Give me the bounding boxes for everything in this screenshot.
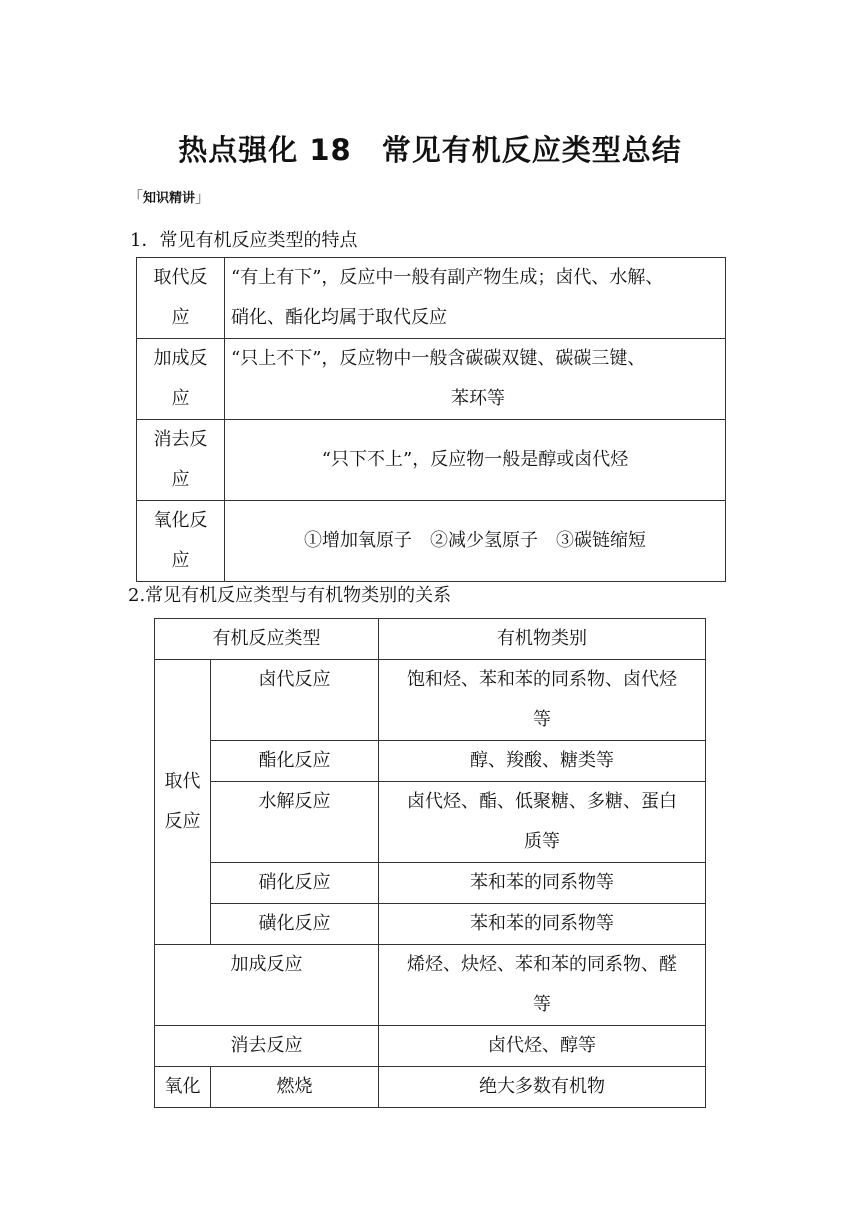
- reaction-type-cell: 卤代反应: [211, 660, 379, 741]
- table-row: [155, 863, 706, 904]
- compound-class-cell: 苯和苯的同系物等: [379, 863, 706, 904]
- page-title: 热点强化 18 常见有机反应类型总结: [178, 133, 682, 167]
- reaction-type-cell: 酯化反应: [211, 741, 379, 782]
- substitution-group-cell: 取代 反应: [155, 660, 211, 945]
- table-row: [137, 501, 726, 582]
- table-row: [155, 741, 706, 782]
- reaction-type-cell: 硝化反应: [211, 863, 379, 904]
- table-row: [155, 660, 706, 741]
- compound-class-cell: 卤代烃、醇等: [379, 1026, 706, 1067]
- table-header-row: [155, 619, 706, 660]
- table-row: [137, 258, 726, 339]
- table-row: [155, 1067, 706, 1108]
- feature-cell: ①增加氧原子 ②减少氢原子 ③碳链缩短: [225, 501, 726, 582]
- table-row: [155, 782, 706, 863]
- reaction-type-cell: 加成反应: [155, 945, 379, 1026]
- tag-label: 知识精讲: [143, 191, 196, 206]
- compound-class-cell: 卤代烃、酯、低聚糖、多糖、蛋白 质等: [379, 782, 706, 863]
- header-reaction-type: 有机反应类型: [155, 619, 379, 660]
- compound-class-cell: 饱和烃、苯和苯的同系物、卤代烃 等: [379, 660, 706, 741]
- table-row: [137, 420, 726, 501]
- compound-class-cell: 烯烃、炔烃、苯和苯的同系物、醛 等: [379, 945, 706, 1026]
- table-row: [155, 1026, 706, 1067]
- reaction-type-cell: 取代反 应: [137, 258, 225, 339]
- table-row: [155, 904, 706, 945]
- reaction-features-table: [136, 257, 726, 582]
- header-compound-class: 有机物类别: [379, 619, 706, 660]
- reaction-type-cell: 水解反应: [211, 782, 379, 863]
- compound-class-cell: 醇、羧酸、糖类等: [379, 741, 706, 782]
- tag-close-bracket: 」: [195, 188, 211, 206]
- tag-open-bracket: 「: [128, 188, 144, 206]
- reaction-type-cell: 磺化反应: [211, 904, 379, 945]
- section1-heading: 1．常见有机反应类型的特点: [130, 230, 358, 251]
- reaction-type-cell: 燃烧: [211, 1067, 379, 1108]
- reaction-type-cell: 氧化反 应: [137, 501, 225, 582]
- compound-class-cell: 苯和苯的同系物等: [379, 904, 706, 945]
- feature-cell: “只上不下”，反应物中一般含碳碳双键、碳碳三键、 苯环等: [225, 339, 726, 420]
- section2-heading: 2.常见有机反应类型与有机物类别的关系: [128, 585, 452, 606]
- reaction-type-cell: 消去反 应: [137, 420, 225, 501]
- compound-class-cell: 绝大多数有机物: [379, 1067, 706, 1108]
- feature-cell: “只下不上”，反应物一般是醇或卤代烃: [225, 420, 726, 501]
- table-row: [137, 339, 726, 420]
- feature-cell: “有上有下”，反应中一般有副产物生成；卤代、水解、 硝化、酯化均属于取代反应: [225, 258, 726, 339]
- section-tag: [128, 186, 210, 207]
- reaction-type-cell: 加成反 应: [137, 339, 225, 420]
- table-row: [155, 945, 706, 1026]
- oxidation-group-cell: 氧化: [155, 1067, 211, 1108]
- reaction-type-cell: 消去反应: [155, 1026, 379, 1067]
- reaction-class-table: [154, 618, 706, 1108]
